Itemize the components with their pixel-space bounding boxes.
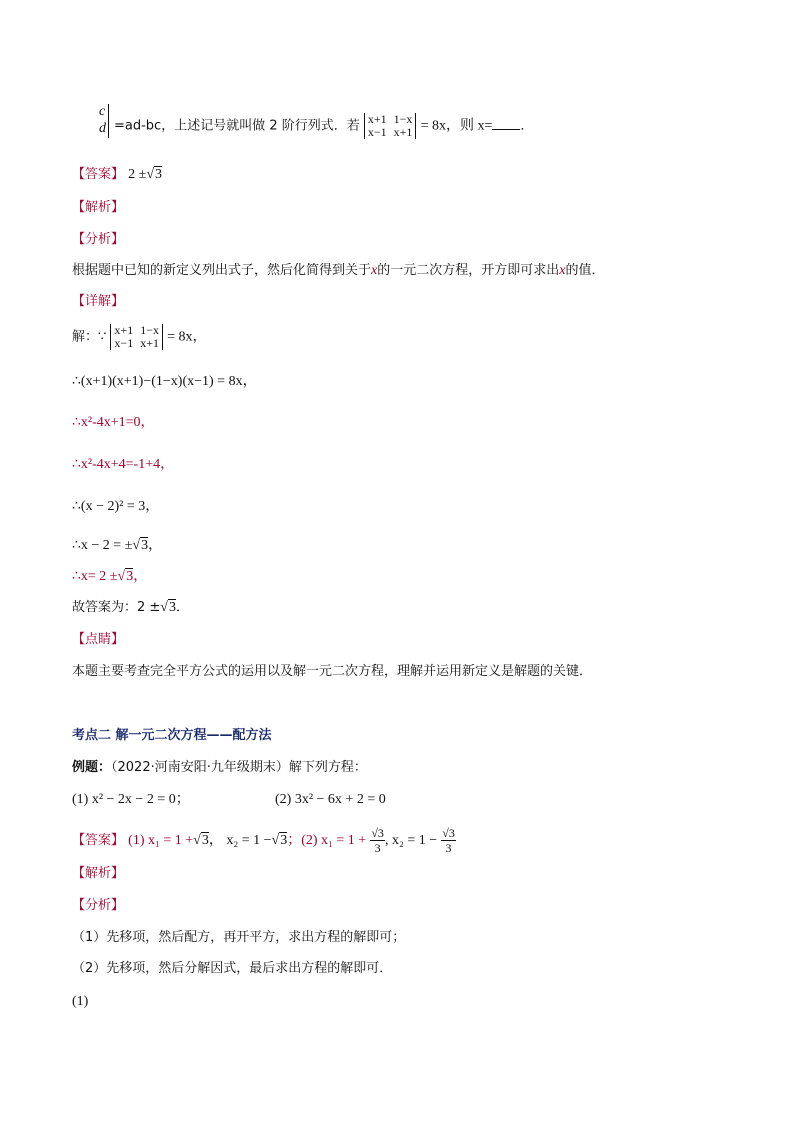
ans-part-3: ；(2) x₁ = 1 + xyxy=(287,833,367,848)
step-1 xyxy=(72,324,207,350)
analysis-var-2: x xyxy=(559,263,566,278)
analysis-part-1: 根据题中已知的新定义列出式子，然后化简得到关于 xyxy=(72,263,372,278)
period: ． xyxy=(520,118,534,134)
final-tail: ． xyxy=(175,600,189,615)
answer-root: 3 xyxy=(155,167,163,182)
step-7-tail: ， xyxy=(133,569,148,584)
section2-jiexi-label: 【解析】 xyxy=(72,866,125,881)
step-1-tail: = 8x， xyxy=(167,329,207,345)
definition-tail: =ad-bc，上述记号就叫做 2 阶行列式．若 xyxy=(114,118,360,134)
step-1-prefix: 解：∵ xyxy=(72,329,107,345)
section2-fenxi-label: 【分析】 xyxy=(72,898,125,913)
def-bar xyxy=(108,104,109,138)
ans-root-1: 3 xyxy=(201,833,209,848)
answer-label: 【答案】 xyxy=(72,167,125,182)
section2-analysis-2: （2）先移项，然后分解因式，最后求出方程的解即可． xyxy=(72,961,393,976)
final-answer: 故答案为：2 ±√3． xyxy=(72,600,189,615)
step-6-root: 3 xyxy=(141,538,149,553)
q1-comment: 本题主要考查完全平方公式的运用以及解一元二次方程，理解并运用新定义是解题的关键． xyxy=(72,664,593,679)
def-letter-d: d xyxy=(99,121,106,136)
det-given xyxy=(364,113,417,139)
section2-answer-line: 【答案】 (1) x₁ = 1 +√3， x₂ = 1 −√3；(2) x₁ = 1 + $\frac{√3}{3}$ , x₂ = 1 − $\frac{√3}{3}$ xyxy=(72,826,455,855)
step-6-prefix: ∴x − 2 = ± xyxy=(72,538,133,553)
ans-part-1: (1) x₁ = 1 + xyxy=(128,833,194,848)
example-line xyxy=(72,759,367,777)
ans-fraction-2: $\frac{√3}{3}$ xyxy=(442,826,455,855)
det-sol-row-1: x+1 1−x xyxy=(114,323,159,337)
step-7: ∴x= 2 ±√3， xyxy=(72,569,148,584)
det-solution xyxy=(110,324,163,350)
equation-1: (1) x² − 2x − 2 = 0； xyxy=(72,792,190,807)
step-6: ∴x − 2 = ±√3， xyxy=(72,538,163,553)
ans-part-2: ， x₂ = 1 − xyxy=(208,833,272,848)
q1-analysis xyxy=(72,262,604,280)
step-7-prefix: ∴x= 2 ± xyxy=(72,569,118,584)
xiangjie-label: 【详解】 xyxy=(72,294,125,309)
final-root: 3 xyxy=(168,600,176,615)
ans-part-4: , x₂ = 1 − xyxy=(384,833,438,848)
section2-answer-label: 【答案】 xyxy=(72,833,125,848)
equation-tail: = 8x，则 x= xyxy=(420,118,493,134)
step-7-root: 3 xyxy=(126,569,134,584)
step-4: ∴x²-4x+4=-1+4， xyxy=(72,457,175,472)
part-1-label: (1) xyxy=(72,994,89,1009)
def-letter-c: c xyxy=(99,104,106,119)
example-text: （2022·河南安阳·九年级期末）解下列方程： xyxy=(111,760,367,775)
analysis-var-1: x xyxy=(371,263,378,278)
equation-2: (2) 3x² − 6x + 2 = 0 xyxy=(275,792,386,807)
final-prefix: 故答案为：2 ± xyxy=(72,600,161,615)
section2-analysis-1: （1）先移项，然后配方，再开平方，求出方程的解即可； xyxy=(72,930,406,945)
det-row-2: x−1 x+1 xyxy=(367,125,413,139)
det-row-1: x+1 1−x xyxy=(367,112,413,126)
q1-answer-line: 【答案】 2 ±√3 xyxy=(72,167,163,182)
analysis-part-2: 的一元二次方程，开方即可求出 xyxy=(377,263,560,278)
jiexi-label: 【解析】 xyxy=(72,200,125,215)
det-sol-row-2: x−1 x+1 xyxy=(114,336,159,350)
step-2: ∴(x+1)(x+1)−(1−x)(x−1) = 8x， xyxy=(72,374,257,389)
step-3: ∴x²-4x+1=0， xyxy=(72,415,155,430)
answer-value: 2 ± xyxy=(128,167,147,182)
ans-fraction-1: $\frac{√3}{3}$ xyxy=(371,826,384,855)
answer-blank xyxy=(492,117,520,130)
step-5: ∴(x − 2)² = 3， xyxy=(72,499,160,514)
dianjing-label: 【点睛】 xyxy=(72,632,125,647)
section2-title: 考点二 解一元二次方程——配方法 xyxy=(72,728,272,743)
ans-root-2: 3 xyxy=(280,833,288,848)
definition-text xyxy=(114,113,533,139)
step-6-tail: ， xyxy=(148,538,163,553)
fenxi-label: 【分析】 xyxy=(72,232,125,247)
example-label: 例题： xyxy=(72,760,112,775)
analysis-part-3: 的值． xyxy=(565,263,605,278)
